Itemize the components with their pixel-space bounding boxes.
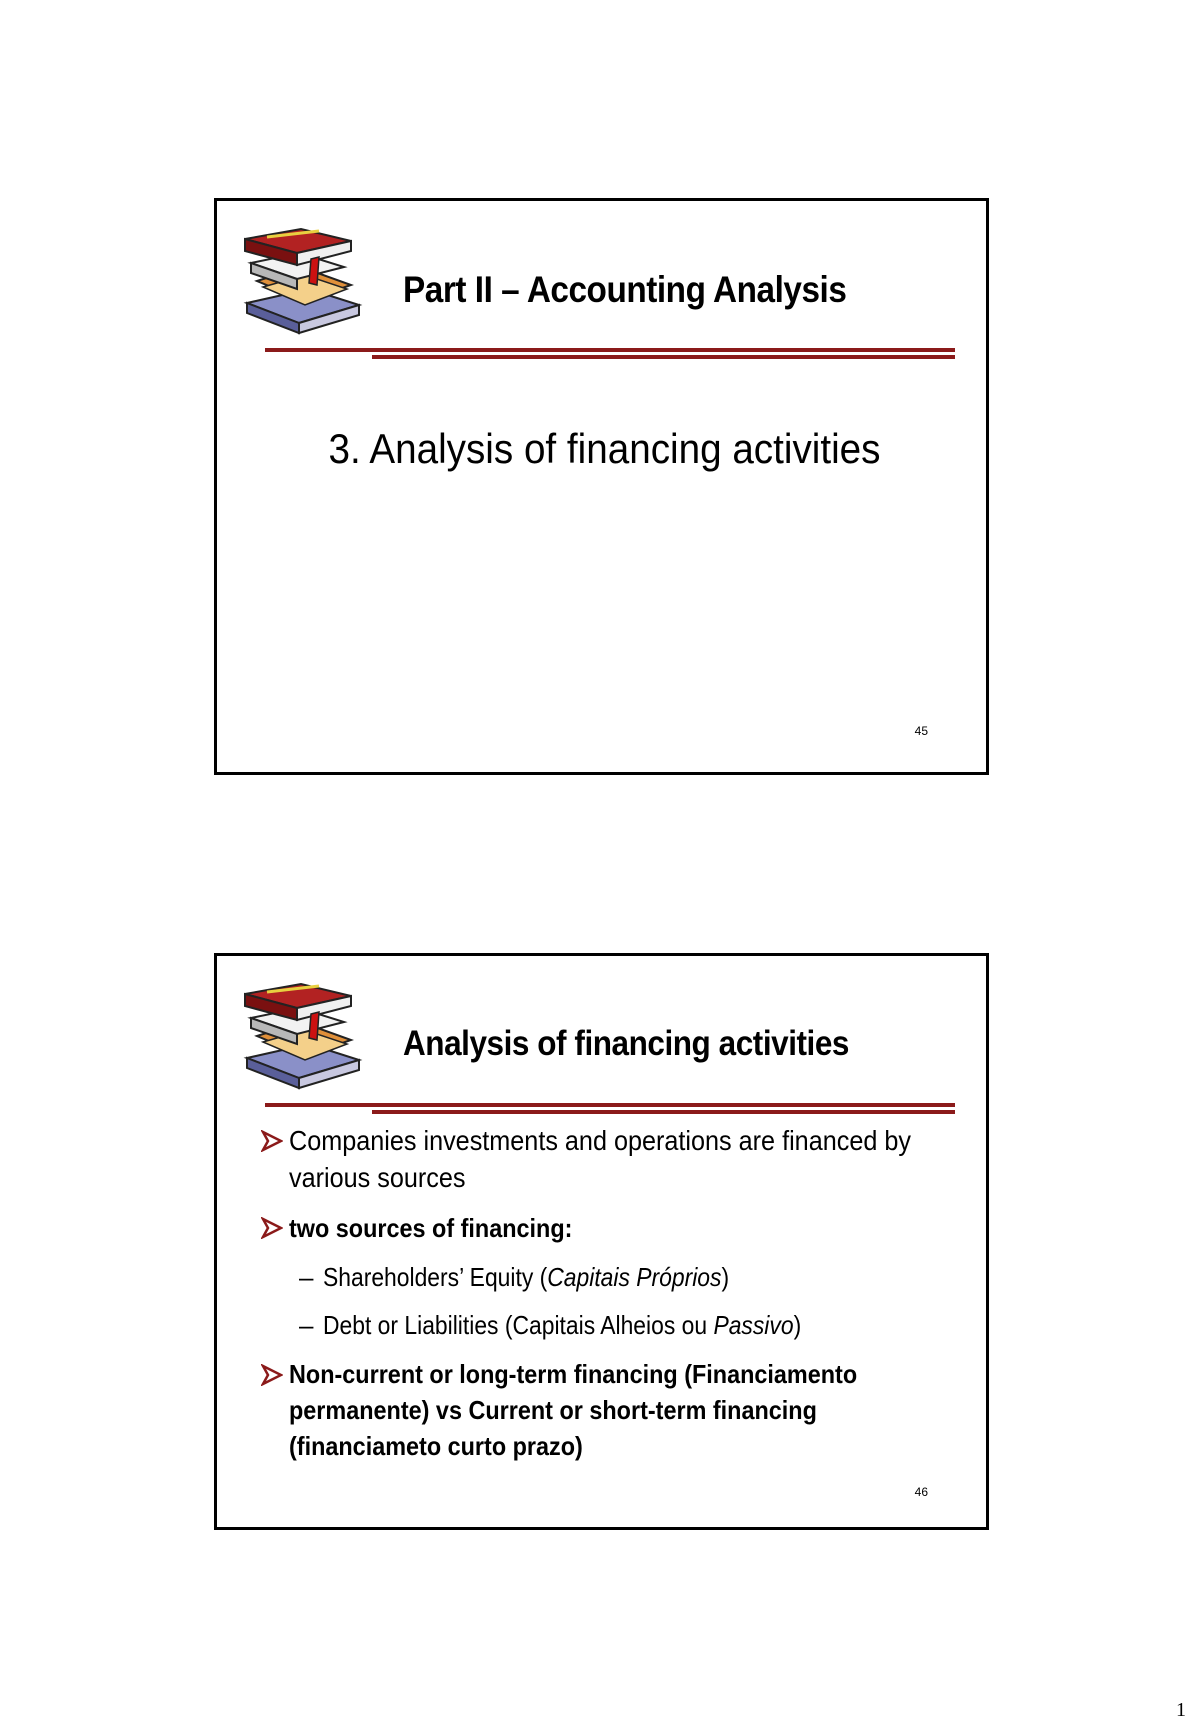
slide-number: 45 xyxy=(914,724,928,738)
sub-bullet-text: Shareholders’ Equity (Capitais Próprios) xyxy=(323,1262,730,1292)
slide-46 xyxy=(214,953,989,1530)
list-item xyxy=(261,1209,961,1247)
title-rule-accent-lower xyxy=(372,355,955,359)
sub-bullet-text: Debt or Liabilities (Capitais Alheios ou Passivo) xyxy=(323,1310,802,1340)
arrow-bullet-icon xyxy=(261,1130,283,1152)
title-rule-accent-lower xyxy=(372,1110,955,1114)
books-icon xyxy=(239,223,374,343)
arrow-bullet-icon xyxy=(261,1364,283,1386)
page-number: 1 xyxy=(1176,1699,1186,1721)
slide-number: 46 xyxy=(914,1485,928,1499)
bullet-text: Non-current or long-term financing (Financiamento permanente) vs Current or short-term financing (financiameto curto prazo) xyxy=(289,1359,858,1461)
list-item xyxy=(261,1122,961,1196)
sub-list-item xyxy=(261,1260,961,1294)
slide-title: Part II – Accounting Analysis xyxy=(403,269,847,310)
arrow-bullet-icon xyxy=(261,1217,283,1239)
bullet-list xyxy=(261,1122,961,1477)
sub-list-item xyxy=(261,1308,961,1342)
slide-title: Analysis of financing activities xyxy=(403,1024,849,1063)
bullet-text: two sources of financing: xyxy=(289,1213,573,1243)
bullet-text: Companies investments and operations are financed by various sources xyxy=(289,1125,911,1193)
list-item xyxy=(261,1356,961,1464)
dash-bullet-icon: – xyxy=(299,1310,314,1340)
title-rule-accent xyxy=(372,348,955,352)
title-rule-accent xyxy=(372,1103,955,1107)
slide-subtitle: 3. Analysis of financing activities xyxy=(328,425,881,472)
slide-45 xyxy=(214,198,989,775)
dash-bullet-icon: – xyxy=(299,1262,314,1292)
books-icon xyxy=(239,978,374,1098)
